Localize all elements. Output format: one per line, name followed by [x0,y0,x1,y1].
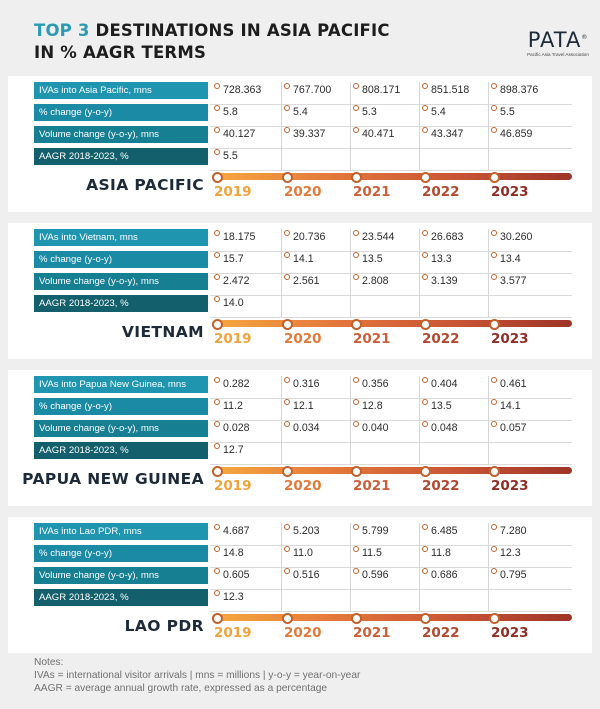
column-divider [281,229,282,317]
title-line-2: IN % AAGR TERMS [34,43,207,62]
title-line-1 [34,20,390,42]
timeline-node [489,466,500,477]
row-divider [210,464,572,465]
data-value: 0.605 [223,569,250,581]
timeline-node [420,466,431,477]
column-divider [281,82,282,170]
column-divider [488,376,489,464]
data-value: 14.1 [293,253,314,265]
year-label: 2020 [284,625,322,641]
value-marker [214,524,220,530]
row-label: IVAs into Asia Pacific, mns [34,82,208,99]
data-value: 2.808 [362,275,389,287]
country-name: PAPUA NEW GUINEA [22,470,204,488]
timeline-bar [212,614,572,621]
data-value: 3.577 [500,275,527,287]
value-marker [422,105,428,111]
section-vietnam [0,223,600,359]
data-value: 43.347 [431,128,464,140]
column-divider [350,523,351,611]
data-value: 0.404 [431,378,458,390]
row-label: IVAs into Lao PDR, mns [34,523,208,540]
column-divider [281,523,282,611]
year-label: 2019 [214,331,252,347]
row-label: Volume change (y-o-y), mns [34,273,208,290]
value-marker [284,83,290,89]
value-marker [284,399,290,405]
timeline-bar [212,173,572,180]
value-marker [284,524,290,530]
value-marker [214,377,220,383]
timeline-node [212,172,223,183]
value-marker [353,377,359,383]
value-marker [491,399,497,405]
data-value: 18.175 [223,231,256,243]
value-marker [491,127,497,133]
timeline-node [420,613,431,624]
value-marker [491,274,497,280]
value-marker [214,296,220,302]
year-label: 2020 [284,331,322,347]
column-divider [419,229,420,317]
data-value: 5.203 [293,525,320,537]
data-value: 7.280 [500,525,527,537]
data-value: 12.3 [223,591,244,603]
data-value: 898.376 [500,84,539,96]
year-label: 2023 [491,184,529,200]
column-divider [488,82,489,170]
country-name: VIETNAM [121,323,204,341]
timeline-bar [212,467,572,474]
value-marker [422,568,428,574]
value-marker [422,230,428,236]
row-divider [210,148,572,149]
data-value: 11.8 [431,547,451,559]
data-value: 0.461 [500,378,527,390]
year-label: 2021 [353,478,391,494]
value-marker [491,230,497,236]
data-value: 2.472 [223,275,250,287]
data-value: 0.282 [223,378,250,390]
data-value: 728.363 [223,84,262,96]
year-label: 2022 [422,184,460,200]
data-value: 0.596 [362,569,389,581]
value-marker [353,230,359,236]
value-marker [422,399,428,405]
data-value: 0.028 [223,422,250,434]
value-marker [353,399,359,405]
data-value: 5.3 [362,106,377,118]
data-value: 5.4 [431,106,446,118]
data-value: 0.356 [362,378,389,390]
value-marker [491,83,497,89]
value-marker [214,546,220,552]
year-label: 2023 [491,478,529,494]
value-marker [422,252,428,258]
value-marker [353,524,359,530]
value-marker [491,377,497,383]
title-accent: TOP 3 [34,21,90,40]
data-value: 12.3 [500,547,521,559]
value-marker [491,524,497,530]
timeline-node [212,613,223,624]
column-divider [419,523,420,611]
row-label: Volume change (y-o-y), mns [34,420,208,437]
value-marker [353,83,359,89]
year-label: 2023 [491,625,529,641]
value-marker [353,252,359,258]
value-marker [214,421,220,427]
data-value: 0.040 [362,422,389,434]
value-marker [214,252,220,258]
data-value: 13.3 [431,253,452,265]
timeline-node [351,319,362,330]
data-value: 0.795 [500,569,527,581]
data-value: 0.686 [431,569,458,581]
data-value: 46.859 [500,128,533,140]
column-divider [419,376,420,464]
data-value: 3.139 [431,275,458,287]
row-divider [210,589,572,590]
value-marker [353,546,359,552]
timeline-node [282,613,293,624]
data-value: 40.127 [223,128,256,140]
notes [34,656,360,695]
value-marker [214,149,220,155]
value-marker [491,105,497,111]
row-label: % change (y-o-y) [34,251,208,268]
value-marker [214,590,220,596]
row-divider [210,104,572,105]
data-value: 5.799 [362,525,389,537]
timeline-node [282,466,293,477]
data-value: 11.5 [362,547,382,559]
data-value: 0.316 [293,378,320,390]
value-marker [284,568,290,574]
value-marker [353,421,359,427]
data-value: 6.485 [431,525,458,537]
row-label: % change (y-o-y) [34,104,208,121]
data-value: 23.544 [362,231,395,243]
data-value: 39.337 [293,128,326,140]
data-value: 13.4 [500,253,521,265]
data-value: 5.5 [500,106,515,118]
timeline-node [282,172,293,183]
value-marker [284,377,290,383]
timeline-node [420,172,431,183]
data-value: 12.8 [362,400,383,412]
row-divider [210,442,572,443]
value-marker [214,105,220,111]
row-label: IVAs into Vietnam, mns [34,229,208,246]
timeline-node [351,172,362,183]
row-label: % change (y-o-y) [34,398,208,415]
data-value: 30.260 [500,231,533,243]
data-value: 2.561 [293,275,320,287]
year-label: 2021 [353,625,391,641]
row-label: % change (y-o-y) [34,545,208,562]
value-marker [284,546,290,552]
data-value: 11.2 [223,400,243,412]
data-value: 5.5 [223,150,238,162]
column-divider [350,82,351,170]
value-marker [284,127,290,133]
data-value: 767.700 [293,84,332,96]
row-label: AAGR 2018-2023, % [34,148,208,165]
row-divider [210,170,572,171]
row-label: Volume change (y-o-y), mns [34,126,208,143]
value-marker [353,127,359,133]
data-value: 13.5 [431,400,452,412]
year-label: 2021 [353,184,391,200]
value-marker [491,421,497,427]
value-marker [422,421,428,427]
row-divider [210,295,572,296]
column-divider [488,523,489,611]
logo-subtitle: Pacific Asia Travel Association [527,52,589,57]
data-value: 14.8 [223,547,244,559]
data-value: 12.7 [223,444,244,456]
notes-line-1: IVAs = international visitor arrivals | mns = millions | y-o-y = year-on-year [34,670,361,681]
value-marker [214,127,220,133]
year-label: 2023 [491,331,529,347]
value-marker [214,443,220,449]
value-marker [284,274,290,280]
timeline-node [489,613,500,624]
value-marker [284,421,290,427]
value-marker [422,127,428,133]
section-asia-pacific [0,76,600,212]
column-divider [350,376,351,464]
row-label: IVAs into Papua New Guinea, mns [34,376,208,393]
value-marker [422,524,428,530]
value-marker [422,546,428,552]
data-value: 40.471 [362,128,395,140]
value-marker [422,377,428,383]
value-marker [422,83,428,89]
section-papua-new-guinea [0,370,600,506]
year-label: 2021 [353,331,391,347]
value-marker [214,568,220,574]
chart-title [34,20,390,64]
column-divider [419,82,420,170]
value-marker [284,105,290,111]
value-marker [214,230,220,236]
data-value: 0.057 [500,422,527,434]
year-label: 2020 [284,478,322,494]
value-marker [353,274,359,280]
notes-heading: Notes: [34,657,64,668]
row-label: AAGR 2018-2023, % [34,589,208,606]
value-marker [353,568,359,574]
value-marker [214,399,220,405]
year-label: 2022 [422,625,460,641]
data-value: 0.516 [293,569,320,581]
timeline-node [489,172,500,183]
data-value: 0.034 [293,422,320,434]
year-label: 2022 [422,478,460,494]
value-marker [353,105,359,111]
data-value: 851.518 [431,84,470,96]
timeline-node [420,319,431,330]
pata-logo [526,27,590,57]
row-label: AAGR 2018-2023, % [34,295,208,312]
data-value: 12.1 [293,400,314,412]
timeline-node [351,466,362,477]
year-label: 2019 [214,625,252,641]
value-marker [422,274,428,280]
timeline-node [282,319,293,330]
year-label: 2022 [422,331,460,347]
year-label: 2019 [214,184,252,200]
value-marker [214,274,220,280]
data-value: 13.5 [362,253,383,265]
data-value: 4.687 [223,525,250,537]
data-value: 14.0 [223,297,244,309]
row-divider [210,611,572,612]
data-value: 5.4 [293,106,308,118]
data-value: 0.048 [431,422,458,434]
value-marker [491,252,497,258]
value-marker [491,568,497,574]
data-value: 808.171 [362,84,401,96]
country-name: LAO PDR [124,617,204,635]
timeline-node [489,319,500,330]
row-label: Volume change (y-o-y), mns [34,567,208,584]
country-name: ASIA PACIFIC [86,176,204,194]
data-value: 14.1 [500,400,521,412]
timeline-bar [212,320,572,327]
column-divider [488,229,489,317]
timeline-node [351,613,362,624]
data-value: 5.8 [223,106,238,118]
value-marker [214,83,220,89]
data-value: 26.683 [431,231,464,243]
title-line-1-rest: DESTINATIONS IN ASIA PACIFIC [89,21,390,40]
data-value: 15.7 [223,253,244,265]
value-marker [284,252,290,258]
data-value: 11.0 [293,547,313,559]
timeline-node [212,319,223,330]
logo-wordmark: PATA® [527,28,589,52]
year-label: 2020 [284,184,322,200]
year-label: 2019 [214,478,252,494]
section-lao-pdr [0,517,600,653]
column-divider [350,229,351,317]
value-marker [491,546,497,552]
data-value: 20.736 [293,231,326,243]
column-divider [281,376,282,464]
value-marker [284,230,290,236]
row-label: AAGR 2018-2023, % [34,442,208,459]
notes-line-2: AAGR = average annual growth rate, expressed as a percentage [34,683,328,694]
timeline-node [212,466,223,477]
row-divider [210,317,572,318]
